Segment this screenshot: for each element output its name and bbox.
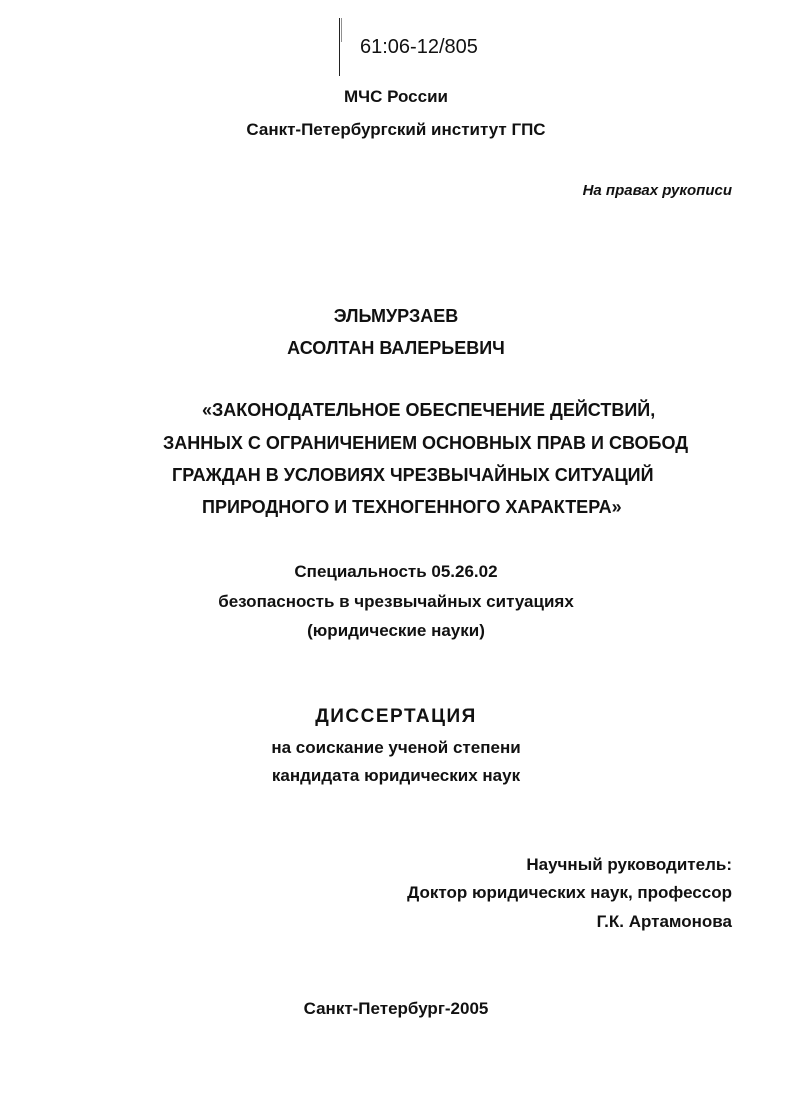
- work-type-heading: ДИССЕРТАЦИЯ: [315, 706, 477, 727]
- supervisor-name: Г.К. Артамонова: [596, 912, 732, 931]
- title-line-3: ГРАЖДАН В УСЛОВИЯХ ЧРЕЗВЫЧАЙНЫХ СИТУАЦИЙ: [172, 465, 654, 485]
- ministry-name: МЧС России: [344, 87, 448, 106]
- title-line-1: «ЗАКОНОДАТЕЛЬНОЕ ОБЕСПЕЧЕНИЕ ДЕЙСТВИЙ,: [202, 400, 656, 420]
- supervisor-degree: Доктор юридических наук, профессор: [407, 883, 732, 902]
- specialty-code: Специальность 05.26.02: [294, 562, 498, 581]
- scan-margin-line-short: [341, 18, 342, 42]
- institute-name: Санкт-Петербургский институт ГПС: [246, 120, 546, 139]
- author-name: АСОЛТАН ВАЛЕРЬЕВИЧ: [287, 338, 505, 358]
- scan-margin-line: [339, 18, 340, 76]
- specialty-field: (юридические науки): [307, 621, 485, 640]
- manuscript-note: На правах рукописи: [582, 182, 732, 199]
- city-year: Санкт-Петербург-2005: [303, 999, 489, 1018]
- author-surname: ЭЛЬМУРЗАЕВ: [333, 306, 459, 326]
- title-line-2: ЗАННЫХ С ОГРАНИЧЕНИЕМ ОСНОВНЫХ ПРАВ И СВОБОД: [163, 433, 689, 453]
- catalog-number: 61:06-12/805: [360, 36, 478, 58]
- specialty-name: безопасность в чрезвычайных ситуациях: [218, 592, 574, 611]
- work-type-line-2: кандидата юридических наук: [271, 766, 521, 785]
- work-type-line-1: на соискание ученой степени: [271, 738, 521, 757]
- supervisor-label: Научный руководитель:: [526, 855, 732, 874]
- title-line-4: ПРИРОДНОГО И ТЕХНОГЕННОГО ХАРАКТЕРА»: [202, 497, 622, 517]
